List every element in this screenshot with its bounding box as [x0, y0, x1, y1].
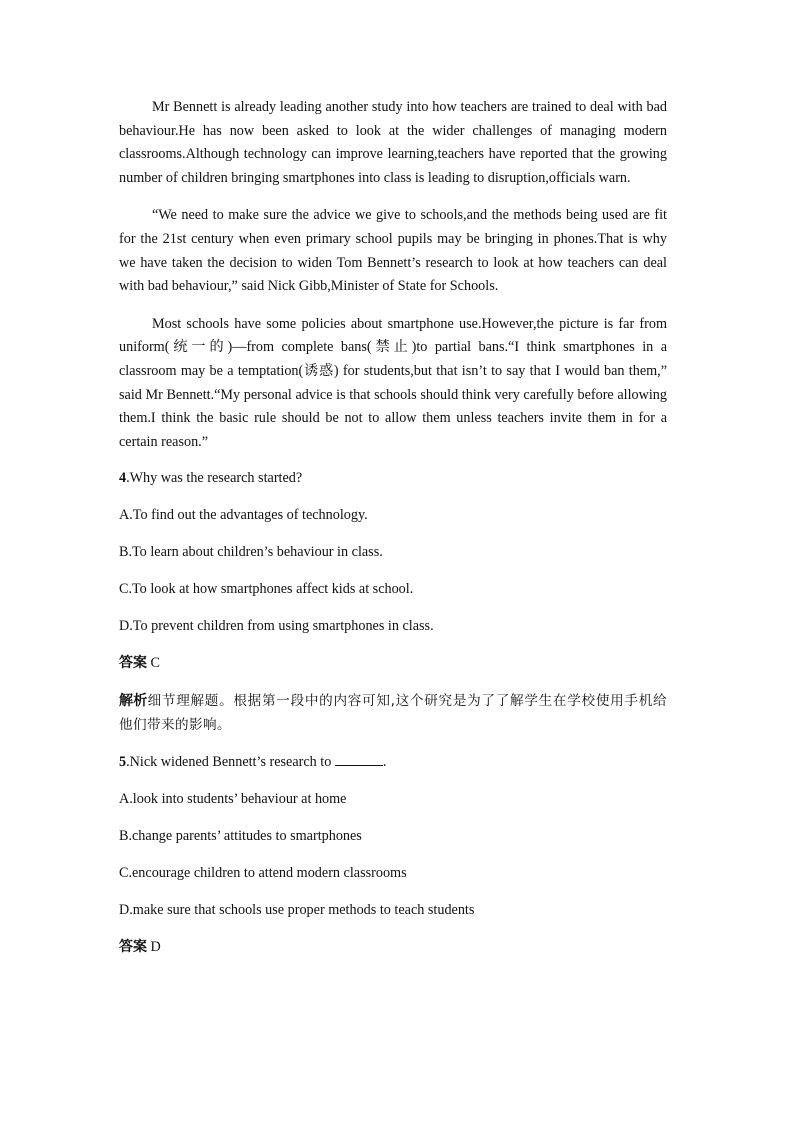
option-a: A.To find out the advantages of technology. [119, 507, 368, 524]
option-a: A.look into students’ behaviour at home [119, 790, 347, 807]
answer-line [119, 937, 667, 957]
option-c: C.To look at how smartphones affect kids at school. [119, 581, 414, 598]
analysis-label: 解析 [119, 693, 148, 710]
question-number: 4 [119, 470, 127, 487]
answer-value: D [150, 938, 161, 955]
answer-label: 答案 [119, 655, 147, 672]
passage-paragraph-3: Most schools have some policies about smartphone use.However,the picture is far from uniform(统一的)—from complete bans(禁止)to partial bans.“I think smartphones in a classroom may be a temptation(诱惑) for students,but that isn’t to say that I would ban them,” said Mr Bennett.“My personal advice is that schools should think very carefully before allowing them.I think the basic rule should be not to allow them unless teachers invite them in for a certain reason.” [119, 315, 667, 450]
passage-paragraph-2: “We need to make sure the advice we give to schools,and the methods being used are fit for the 21st century when even primary school pupils may be bringing in phones.That is why we have taken the decision to widen Tom Bennett’s research to look at how teachers can deal with bad behaviour,” said Nick Gibb,Minister of State for Schools. [119, 207, 667, 295]
question-text: .Nick widened Bennett’s research to [126, 753, 332, 770]
question-stem [119, 752, 667, 772]
analysis-text: 细节理解题。根据第一段中的内容可知,这个研究是为了了解学生在学校使用手机给他们带来的影响。 [119, 693, 667, 733]
answer-blank [335, 753, 383, 766]
question-4 [119, 468, 667, 737]
answer-value: C [150, 655, 161, 672]
option-d: D.make sure that schools use proper methods to teach students [119, 901, 475, 918]
passage-paragraph-1: Mr Bennett is already leading another study into how teachers are trained to deal with bad behaviour.He has now been asked to look at the wider challenges of managing modern classrooms.Although technology can improve learning,teachers have reported that the growing number of children bringing smartphones into class is leading to disruption,officials warn. [119, 99, 667, 186]
option-b: B.To learn about children’s behaviour in class. [119, 544, 383, 561]
document-page [119, 96, 667, 974]
question-number: 5 [119, 753, 127, 770]
answer-label: 答案 [119, 938, 147, 955]
question-stem [119, 468, 667, 488]
option-c: C.encourage children to attend modern classrooms [119, 864, 407, 881]
question-stem-end: . [382, 753, 387, 770]
analysis-line [119, 690, 667, 737]
option-d: D.To prevent children from using smartphones in class. [119, 618, 434, 635]
option-b: B.change parents’ attitudes to smartphones [119, 827, 362, 844]
question-5 [119, 752, 667, 957]
answer-line [119, 653, 667, 673]
question-text: .Why was the research started? [126, 470, 303, 487]
